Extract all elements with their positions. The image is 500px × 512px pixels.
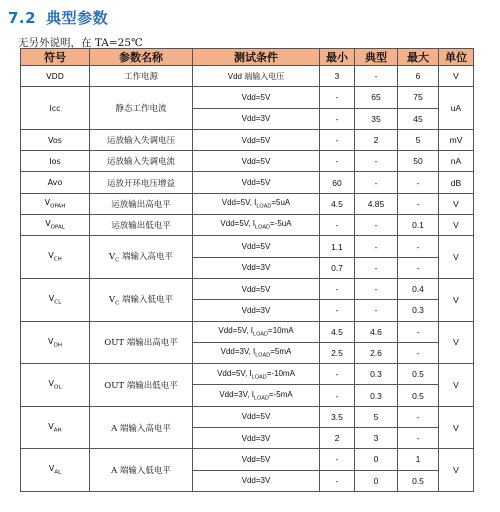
parameter-subscript: C — [115, 258, 120, 265]
symbol-cell — [21, 449, 90, 492]
min-cell: 3 — [320, 66, 355, 87]
condition-text: Vdd=3V — [241, 305, 271, 315]
symbol-cell — [21, 151, 90, 172]
max-cell: 0.4 — [398, 278, 439, 299]
condition-cell — [193, 257, 320, 278]
table-row — [21, 449, 474, 470]
unit-cell: dB — [439, 172, 474, 193]
condition-cell — [193, 300, 320, 321]
condition-tail: =-5uA — [270, 219, 292, 229]
symbol-text: V — [48, 251, 54, 261]
typ-cell: - — [355, 215, 398, 236]
condition-tail: =-10mA — [266, 368, 295, 378]
parameter-text: 运放输入失调电压 — [106, 136, 175, 147]
typ-cell: 4.6 — [355, 321, 398, 342]
parameter-text: A 端输入低电平 — [111, 466, 171, 477]
table-row — [21, 193, 474, 214]
parameter-cell — [90, 151, 193, 172]
condition-text: Vdd=5V — [241, 284, 271, 294]
symbol-cell — [21, 215, 90, 236]
max-cell: 0.3 — [398, 300, 439, 321]
max-cell: 0.1 — [398, 215, 439, 236]
symbol-text: V — [48, 421, 54, 431]
min-cell: - — [320, 108, 355, 129]
condition-cell — [193, 470, 320, 491]
table-row — [21, 172, 474, 193]
header-condition: 测试条件 — [193, 49, 320, 66]
section-title: 典型参数 — [46, 9, 109, 27]
parameter-text: 运放输出高电平 — [111, 199, 171, 210]
symbol-cell — [21, 364, 90, 407]
symbol-cell — [21, 87, 90, 130]
unit-cell: V — [439, 321, 474, 364]
condition-text: Vdd=5V — [241, 92, 271, 102]
parameter-tail: 端输入低电平 — [119, 294, 174, 305]
parameter-cell — [90, 66, 193, 87]
condition-tail: =5uA — [271, 198, 291, 208]
table-row — [21, 215, 474, 236]
table-row — [21, 406, 474, 427]
table-body — [21, 66, 474, 492]
table-row — [21, 364, 474, 385]
condition-cell — [193, 449, 320, 470]
unit-cell: V — [439, 66, 474, 87]
symbol-text: V — [48, 379, 55, 389]
parameter-cell — [90, 193, 193, 214]
condition-text: Vdd=5V — [241, 412, 271, 422]
parameter-text: 静态工作电流 — [115, 104, 167, 115]
parameter-cell — [90, 87, 193, 130]
condition-cell — [193, 108, 320, 129]
parameter-text: 运放开环电压增益 — [106, 178, 175, 189]
parameter-cell — [90, 129, 193, 150]
header-min: 最小 — [320, 49, 355, 66]
typ-cell: 4.85 — [355, 193, 398, 214]
condition-subscript: LOAD — [255, 225, 271, 232]
max-cell: 5 — [398, 129, 439, 150]
condition-cell — [193, 215, 320, 236]
symbol-text: V — [45, 219, 51, 229]
min-cell: 1.1 — [320, 236, 355, 257]
symbol-subscript: OL — [54, 384, 62, 391]
parameter-cell — [90, 278, 193, 321]
condition-text: Vdd=3V, I — [219, 389, 254, 399]
typ-cell: 0 — [355, 449, 398, 470]
unit-cell: uA — [439, 87, 474, 130]
condition-text: Vdd=3V — [241, 476, 271, 486]
condition-cell — [193, 364, 320, 385]
min-cell: - — [320, 300, 355, 321]
unit-cell: mV — [439, 129, 474, 150]
unit-cell: V — [439, 215, 474, 236]
condition-text: Vdd=5V, I — [220, 219, 256, 229]
header-symbol: 符号 — [21, 49, 90, 66]
unit-cell: V — [439, 449, 474, 492]
condition-cell — [193, 236, 320, 257]
parameter-text: A 端输入高电平 — [111, 423, 171, 434]
typ-cell: 65 — [355, 87, 398, 108]
max-cell: 0.5 — [398, 364, 439, 385]
parameter-cell — [90, 321, 193, 364]
typ-cell: 3 — [355, 428, 398, 449]
min-cell: - — [320, 215, 355, 236]
condition-text: Vdd=5V — [241, 156, 271, 166]
parameter-cell — [90, 215, 193, 236]
unit-cell: nA — [439, 151, 474, 172]
header-unit: 单位 — [439, 49, 474, 66]
condition-cell — [193, 278, 320, 299]
max-cell: - — [398, 321, 439, 342]
typ-cell: 0.3 — [355, 385, 398, 406]
condition-text: Vdd=5V — [241, 178, 271, 188]
parameter-tail: 端输入高电平 — [119, 252, 174, 263]
min-cell: - — [320, 278, 355, 299]
condition-cell — [193, 406, 320, 427]
max-cell: - — [398, 172, 439, 193]
typ-cell: 0 — [355, 470, 398, 491]
condition-text: Vdd=3V — [241, 263, 271, 273]
max-cell: 50 — [398, 151, 439, 172]
condition-text: Vdd=3V — [241, 114, 271, 124]
parameter-text: 运放输出低电平 — [111, 221, 171, 232]
symbol-subscript: CL — [54, 299, 62, 306]
max-cell: 75 — [398, 87, 439, 108]
max-cell: - — [398, 193, 439, 214]
max-cell: - — [398, 257, 439, 278]
symbol-cell — [21, 66, 90, 87]
typ-cell: 35 — [355, 108, 398, 129]
max-cell: - — [398, 428, 439, 449]
max-cell: - — [398, 406, 439, 427]
condition-subscript: LOAD — [256, 203, 272, 210]
symbol-subscript: AL — [54, 469, 62, 476]
parameter-text: 工作电源 — [123, 72, 158, 83]
min-cell: - — [320, 385, 355, 406]
table-row — [21, 87, 474, 108]
condition-subscript: LOAD — [253, 395, 269, 402]
condition-text: Vdd=3V, I — [220, 347, 256, 357]
max-cell: - — [398, 342, 439, 363]
header-typ: 典型 — [355, 49, 398, 66]
condition-note: 无另外说明，在 TA=25℃ — [18, 37, 143, 49]
symbol-text: V — [48, 336, 54, 346]
condition-text: Vdd=5V — [241, 454, 271, 464]
condition-tail: =5mA — [270, 347, 292, 357]
condition-tail: =10mA — [268, 325, 294, 335]
symbol-text: V — [48, 293, 55, 303]
min-cell: 2.5 — [320, 342, 355, 363]
min-cell: - — [320, 87, 355, 108]
condition-text: Vdd=5V, I — [221, 198, 257, 208]
condition-cell — [193, 87, 320, 108]
parameter-text: 运放输入失调电流 — [106, 157, 175, 168]
symbol-text: Ios — [49, 156, 61, 166]
condition-subscript: LOAD — [255, 352, 271, 359]
parameter-cell — [90, 364, 193, 407]
typ-cell: - — [355, 66, 398, 87]
min-cell: 2 — [320, 428, 355, 449]
unit-cell: V — [439, 406, 474, 449]
condition-cell — [193, 151, 320, 172]
unit-cell: V — [439, 278, 474, 321]
min-cell: 4.5 — [320, 193, 355, 214]
typ-cell: 2.6 — [355, 342, 398, 363]
max-cell: 6 — [398, 66, 439, 87]
symbol-cell — [21, 406, 90, 449]
symbol-cell — [21, 236, 90, 279]
table-row — [21, 66, 474, 87]
condition-text: Vdd=3V — [241, 433, 271, 443]
parameter-cell — [90, 236, 193, 279]
section-heading — [8, 7, 108, 28]
symbol-cell — [21, 193, 90, 214]
symbol-subscript: OPAL — [50, 225, 65, 232]
symbol-cell — [21, 129, 90, 150]
symbol-subscript: OPAH — [50, 203, 66, 210]
symbol-cell — [21, 321, 90, 364]
max-cell: - — [398, 236, 439, 257]
condition-text: Vdd=5V, I — [217, 368, 252, 378]
parameter-text: OUT 端输出高电平 — [104, 338, 178, 349]
typ-cell: 0.3 — [355, 364, 398, 385]
min-cell: - — [320, 151, 355, 172]
symbol-text: Avo — [47, 178, 63, 188]
parameter-cell — [90, 172, 193, 193]
min-cell: 4.5 — [320, 321, 355, 342]
condition-tail: =-5mA — [268, 389, 293, 399]
max-cell: 1 — [398, 449, 439, 470]
table-row — [21, 278, 474, 299]
parameter-text: V — [108, 294, 116, 305]
symbol-subscript: OH — [53, 342, 62, 349]
min-cell: - — [320, 449, 355, 470]
min-cell: - — [320, 129, 355, 150]
symbol-text: Icc — [49, 103, 61, 113]
table-header-row — [21, 49, 474, 66]
typ-cell: - — [355, 151, 398, 172]
condition-cell — [193, 66, 320, 87]
condition-text: Vdd=5V, I — [218, 325, 254, 335]
condition-text: Vdd 端输入电压 — [227, 71, 285, 81]
unit-cell: V — [439, 364, 474, 407]
parameter-text: OUT 端输出低电平 — [104, 380, 178, 391]
min-cell: 0.7 — [320, 257, 355, 278]
parameter-subscript: C — [115, 300, 120, 307]
unit-cell: V — [439, 236, 474, 279]
header-max: 最大 — [398, 49, 439, 66]
table-row — [21, 129, 474, 150]
parameter-cell — [90, 449, 193, 492]
typ-cell: - — [355, 172, 398, 193]
parameter-text: V — [108, 252, 116, 263]
symbol-cell — [21, 172, 90, 193]
condition-subscript: LOAD — [251, 374, 267, 381]
max-cell: 45 — [398, 108, 439, 129]
header-parameter: 参数名称 — [90, 49, 193, 66]
min-cell: 3.5 — [320, 406, 355, 427]
symbol-text: Vos — [48, 135, 62, 145]
unit-cell: V — [439, 193, 474, 214]
condition-cell — [193, 172, 320, 193]
symbol-subscript: CH — [53, 256, 62, 263]
symbol-subscript: AH — [53, 427, 62, 434]
condition-text: Vdd=5V — [241, 135, 271, 145]
typ-cell: - — [355, 300, 398, 321]
section-number: 7.2 — [8, 9, 37, 27]
min-cell: 60 — [320, 172, 355, 193]
typ-cell: 5 — [355, 406, 398, 427]
typ-cell: - — [355, 278, 398, 299]
table-row — [21, 151, 474, 172]
typ-cell: 2 — [355, 129, 398, 150]
condition-cell — [193, 129, 320, 150]
condition-cell — [193, 428, 320, 449]
typ-cell: - — [355, 257, 398, 278]
parameter-table — [20, 48, 474, 492]
condition-cell — [193, 342, 320, 363]
table-row — [21, 236, 474, 257]
parameter-cell — [90, 406, 193, 449]
condition-text: Vdd=5V — [241, 242, 271, 252]
table-row — [21, 321, 474, 342]
condition-cell — [193, 193, 320, 214]
max-cell: 0.5 — [398, 470, 439, 491]
min-cell: - — [320, 364, 355, 385]
condition-cell — [193, 321, 320, 342]
symbol-cell — [21, 278, 90, 321]
symbol-text: V — [44, 198, 51, 208]
min-cell: - — [320, 470, 355, 491]
symbol-text: VDD — [46, 71, 64, 81]
symbol-text: V — [48, 464, 55, 474]
max-cell: 0.5 — [398, 385, 439, 406]
condition-cell — [193, 385, 320, 406]
condition-subscript: LOAD — [253, 331, 269, 338]
typ-cell: - — [355, 236, 398, 257]
